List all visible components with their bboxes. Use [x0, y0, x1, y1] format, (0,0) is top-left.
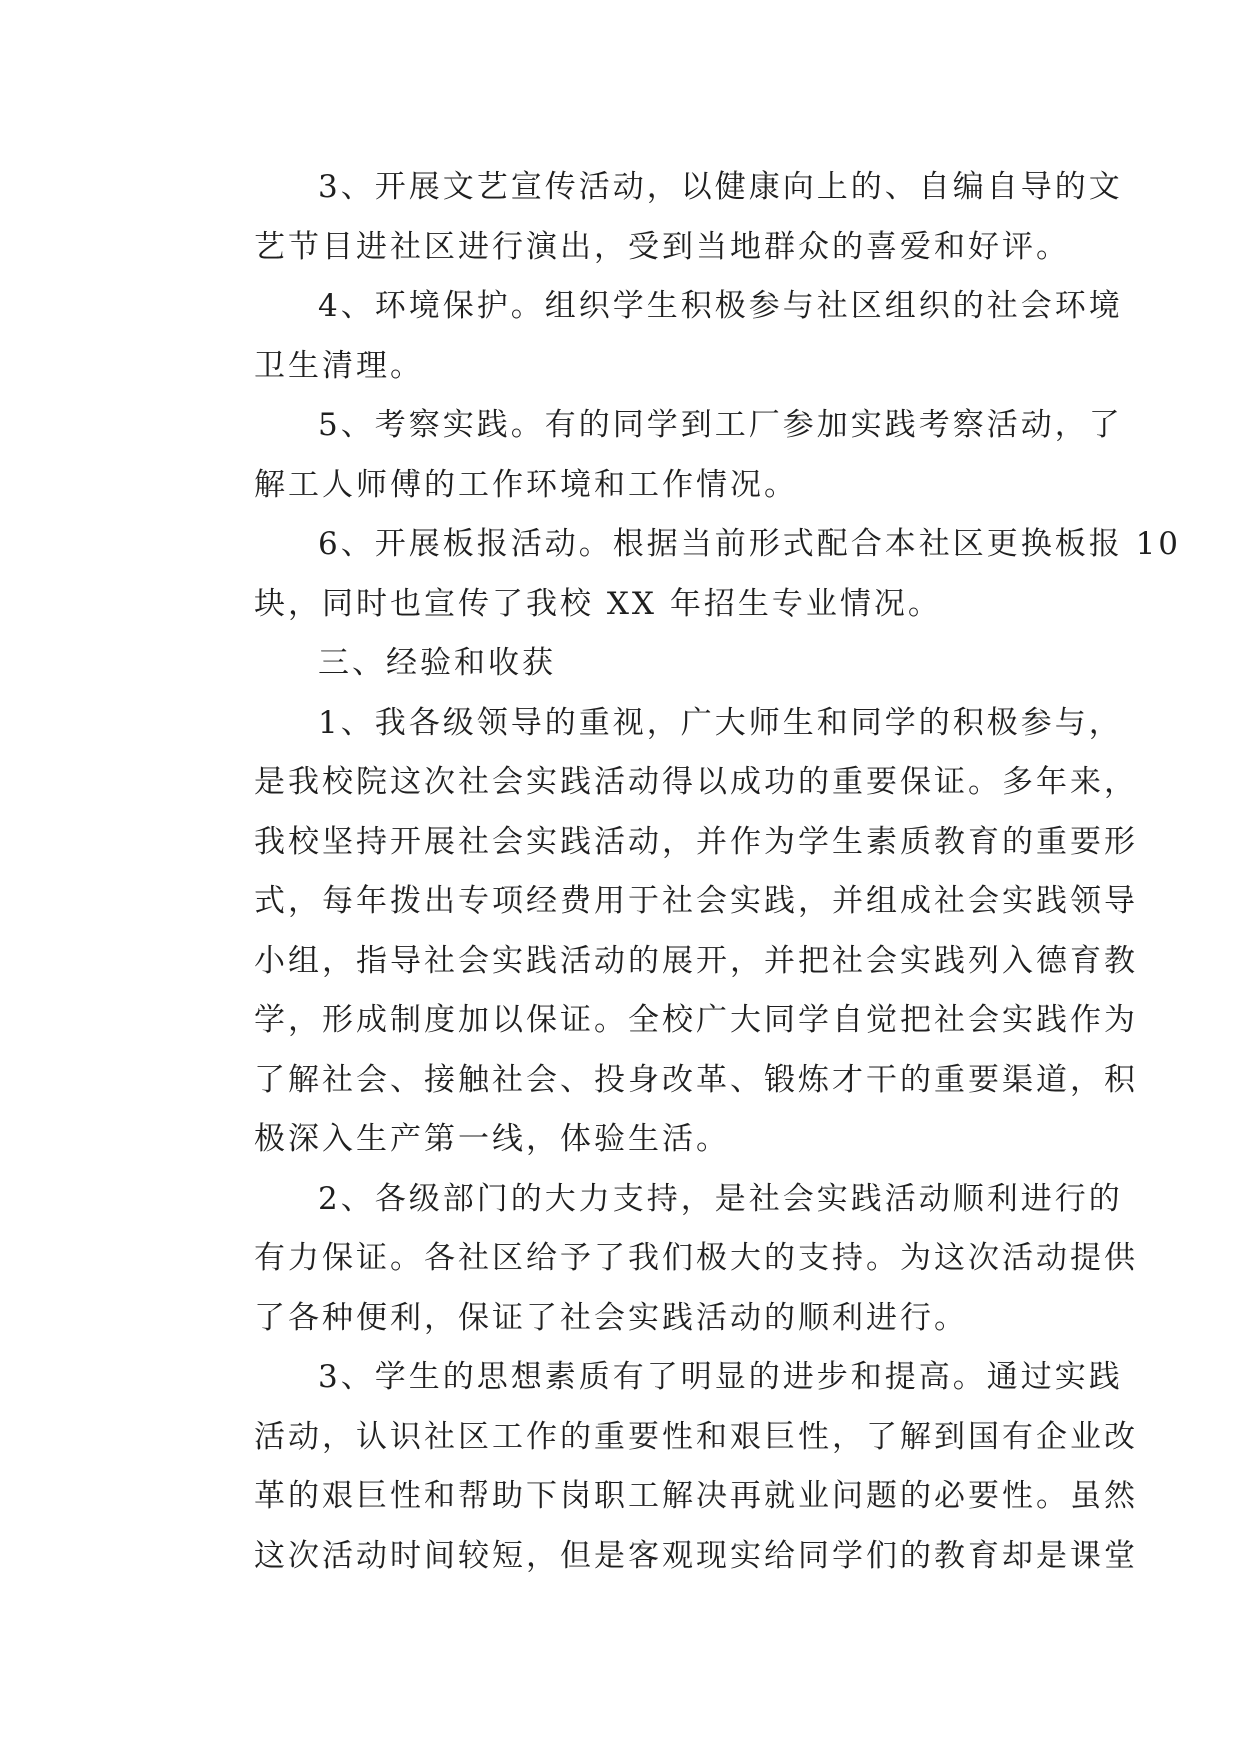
text-line: 有力保证。各社区给予了我们极大的支持。为这次活动提供 [254, 1240, 1138, 1276]
text-line: 是我校院这次社会实践活动得以成功的重要保证。多年来， [254, 764, 1138, 800]
section-heading-text: 三、经验和收获 [318, 645, 556, 681]
text-line: 了各种便利，保证了社会实践活动的顺利进行。 [254, 1299, 968, 1336]
paragraph-item-3-arts [190, 158, 1123, 277]
text-line: 我校坚持开展社会实践活动，并作为学生素质教育的重要形 [254, 823, 1138, 860]
paragraph-gain-1 [190, 694, 1138, 1170]
text-line: 活动，认识社区工作的重要性和艰巨性，了解到国有企业改 [254, 1418, 1138, 1455]
text-line: 3、学生的思想素质有了明显的进步和提高。通过实践 [318, 1359, 1123, 1395]
paragraph-item-4-environment [190, 277, 1123, 396]
text-line: 这次活动时间较短，但是客观现实给同学们的教育却是课堂 [254, 1537, 1138, 1574]
paragraph-item-6-blackboard [190, 515, 1182, 634]
paragraph-gain-2 [190, 1170, 1138, 1349]
text-line: 解工人师傅的工作环境和工作情况。 [254, 466, 798, 503]
text-line: 1、我各级领导的重视，广大师生和同学的积极参与， [318, 704, 1123, 741]
text-line: 6、开展板报活动。根据当前形式配合本社区更换板报 10 [318, 526, 1182, 562]
text-line: 小组，指导社会实践活动的展开，并把社会实践列入德育教 [254, 942, 1138, 979]
text-line: 5、考察实践。有的同学到工厂参加实践考察活动，了 [318, 407, 1123, 443]
section-heading-experience [190, 634, 1050, 694]
text-line: 卫生清理。 [254, 347, 424, 384]
text-line: 4、环境保护。组织学生积极参与社区组织的社会环境 [318, 288, 1123, 324]
text-line: 学，形成制度加以保证。全校广大同学自觉把社会实践作为 [254, 1002, 1138, 1038]
text-line: 2、各级部门的大力支持，是社会实践活动顺利进行的 [318, 1180, 1123, 1217]
paragraph-gain-3 [190, 1348, 1138, 1586]
text-line: 极深入生产第一线，体验生活。 [254, 1121, 730, 1157]
text-line: 革的艰巨性和帮助下岗职工解决再就业问题的必要性。虽然 [254, 1478, 1138, 1514]
text-line: 块，同时也宣传了我校 XX 年招生专业情况。 [254, 585, 942, 622]
paragraph-item-5-inspection [190, 396, 1123, 515]
text-line: 3、开展文艺宣传活动，以健康向上的、自编自导的文 [318, 169, 1123, 205]
text-line: 式，每年拨出专项经费用于社会实践，并组成社会实践领导 [254, 883, 1138, 919]
text-line: 了解社会、接触社会、投身改革、锻炼才干的重要渠道，积 [254, 1061, 1138, 1098]
text-line: 艺节目进社区进行演出，受到当地群众的喜爱和好评。 [254, 228, 1070, 265]
document-body [190, 158, 1182, 1586]
